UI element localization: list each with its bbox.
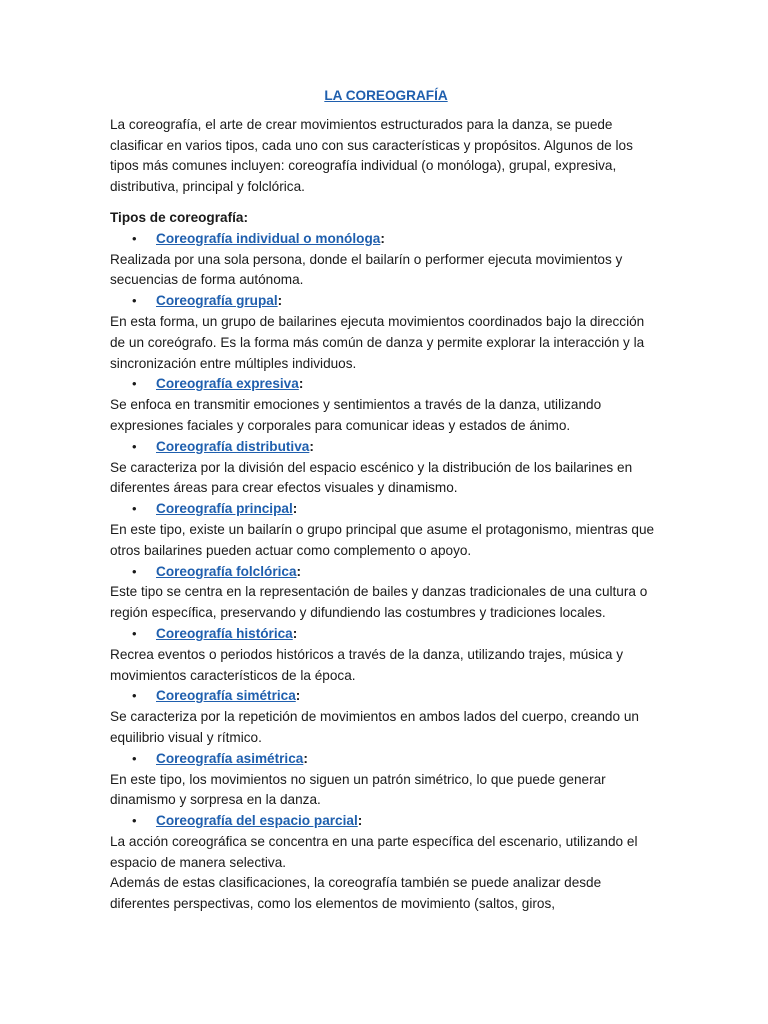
- type-link[interactable]: Coreografía histórica: [156, 625, 293, 641]
- colon: :: [292, 625, 298, 641]
- colon: :: [309, 438, 314, 454]
- bullet-line: [110, 499, 662, 520]
- type-link[interactable]: Coreografía asimétrica: [156, 750, 304, 766]
- list-item: [110, 686, 662, 748]
- bullet-icon: •: [132, 625, 137, 641]
- type-description: Recrea eventos o periodos históricos a través de la danza, utilizando trajes, música y movimientos característicos de la época.: [110, 646, 624, 683]
- list-item: [110, 749, 662, 811]
- type-description: Se enfoca en transmitir emociones y sentimientos a través de la danza, utilizando expresiones faciales y corporales para comunicar ideas y estados de ánimo.: [110, 397, 602, 433]
- bullet-icon: •: [132, 813, 137, 829]
- colon: :: [380, 230, 385, 246]
- type-description: En este tipo, existe un bailarín o grupo principal que asume el protagonismo, mientras que otros bailarines pueden actuar como complemento o apoyo.: [110, 521, 655, 558]
- bullet-line: [110, 229, 662, 250]
- bullet-icon: •: [132, 230, 137, 246]
- intro-paragraph: La coreografía, el arte de crear movimientos estructurados para la danza, se puede clasificar en varios tipos, cada uno con sus características y propósitos. Algunos de los tipos más comunes incluyen: coreografía individual (o monóloga), grupal, expresiva, distributiva, principal y folclórica.: [110, 116, 633, 195]
- type-description: Realizada por una sola persona, donde el bailarín o performer ejecuta movimientos y secuencias de forma autónoma.: [110, 251, 623, 288]
- type-link[interactable]: Coreografía individual o monóloga: [156, 230, 381, 246]
- list-item: [110, 499, 662, 561]
- colon: :: [292, 501, 298, 517]
- type-description: En esta forma, un grupo de bailarines ejecuta movimientos coordinados bajo la dirección de un coreógrafo. Es la forma más común de danza y permite explorar la interacción y la sincronización entre múltiples individuos.: [110, 313, 645, 371]
- type-link[interactable]: Coreografía folclórica: [156, 563, 297, 579]
- type-link[interactable]: Coreografía distributiva: [156, 438, 310, 454]
- list-item: [110, 811, 662, 873]
- colon: :: [357, 813, 363, 829]
- type-description: Este tipo se centra en la representación de bailes y danzas tradicionales de una cultura o región específica, preservando y difundiendo las costumbres y tradiciones locales.: [110, 584, 648, 621]
- bullet-icon: •: [132, 563, 137, 579]
- type-description: Se caracteriza por la repetición de movimientos en ambos lados del cuerpo, creando un equilibrio visual y rítmico.: [110, 709, 639, 745]
- types-list: [110, 229, 662, 874]
- type-link[interactable]: Coreografía simétrica: [156, 688, 296, 704]
- list-item: [110, 291, 662, 374]
- list-item: [110, 374, 662, 436]
- list-item: [110, 229, 662, 291]
- type-description: La acción coreográfica se concentra en una parte específica del escenario, utilizando el espacio de manera selectiva.: [110, 833, 638, 870]
- bullet-icon: •: [132, 501, 137, 517]
- colon: :: [277, 293, 283, 309]
- bullet-line: [110, 624, 662, 645]
- closing-paragraph: Además de estas clasificaciones, la coreografía también se puede analizar desde diferentes perspectivas, como los elementos de movimiento (saltos, giros,: [110, 875, 602, 912]
- colon: :: [298, 376, 304, 392]
- bullet-line: [110, 437, 662, 458]
- bullet-icon: •: [132, 750, 137, 766]
- colon: :: [295, 688, 301, 704]
- colon: :: [303, 750, 308, 766]
- bullet-line: [110, 811, 662, 832]
- bullet-line: [110, 374, 662, 395]
- bullet-line: [110, 562, 662, 583]
- type-description: Se caracteriza por la división del espacio escénico y la distribución de los bailarines en diferentes áreas para crear efectos visuales y dinamismo.: [110, 459, 633, 496]
- section-heading: Tipos de coreografía:: [110, 209, 248, 225]
- type-description: En este tipo, los movimientos no siguen un patrón simétrico, lo que puede generar dinamismo y sorpresa en la danza.: [110, 771, 606, 808]
- bullet-icon: •: [132, 688, 137, 704]
- type-link[interactable]: Coreografía grupal: [156, 293, 278, 309]
- bullet-line: [110, 291, 662, 312]
- bullet-icon: •: [132, 438, 137, 454]
- list-item: [110, 437, 662, 499]
- type-link[interactable]: Coreografía del espacio parcial: [156, 813, 358, 829]
- list-item: [110, 562, 662, 624]
- title-link[interactable]: LA COREOGRAFÍA: [324, 88, 448, 103]
- bullet-icon: •: [132, 376, 137, 392]
- type-link[interactable]: Coreografía expresiva: [156, 376, 299, 392]
- list-item: [110, 624, 662, 686]
- document-page: [110, 86, 662, 915]
- bullet-icon: •: [132, 293, 137, 309]
- type-link[interactable]: Coreografía principal: [156, 501, 293, 517]
- bullet-line: [110, 749, 662, 770]
- colon: :: [296, 563, 302, 579]
- document-title: [110, 86, 662, 107]
- bullet-line: [110, 686, 662, 707]
